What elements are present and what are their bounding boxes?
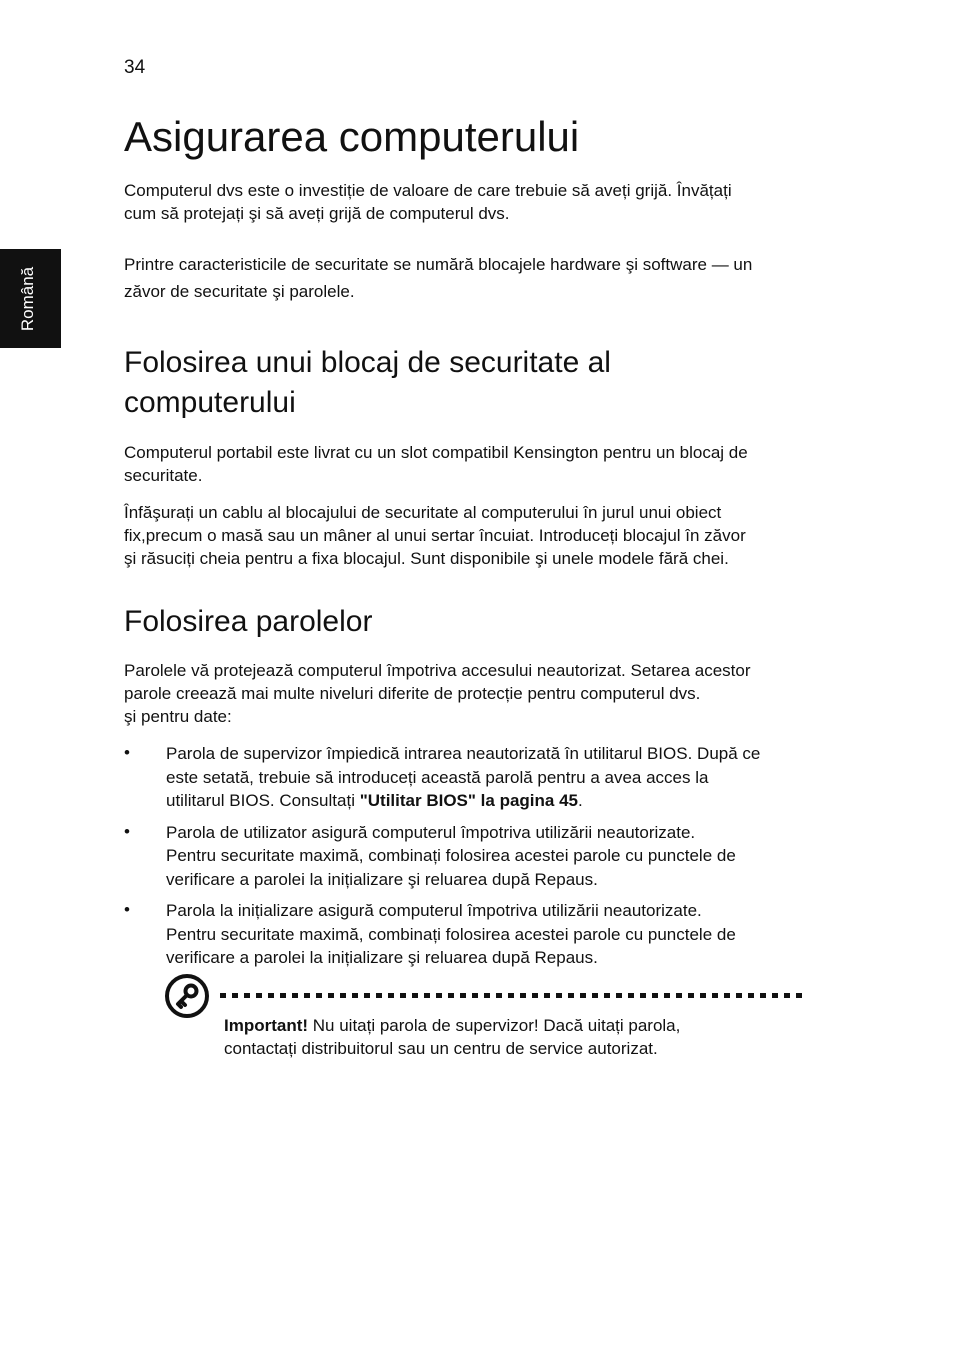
passwords-heading: Folosirea parolelor [124,605,373,638]
important-note-text [224,1014,789,1060]
intro-paragraph-2-line-1: Printre caracteristicile de securitate se numără blocajele hardware şi software — un [124,255,753,274]
list-item-line: Pentru securitate maximă, combinați folosirea acestei parole cu punctele de [166,924,736,944]
list-item-user-password [124,821,814,892]
language-label: Română [18,266,37,332]
key-icon [164,973,210,1019]
list-item-line: Parola de utilizator asigură computerul împotriva utilizării neautorizate. [166,822,696,842]
security-lock-heading [124,343,814,423]
list-item-line: este setată, trebuie să introduceți această parolă pentru a avea acces la [166,767,709,787]
page-title: Asigurarea computerului [124,113,580,160]
important-note [164,973,808,1068]
important-note-line-2: contactați distribuitorul sau un centru de service autorizat. [224,1039,658,1058]
page-content [124,112,814,970]
security-lock-paragraph-2-line-1: Înfăşurați un cablu al blocajului de securitate al computerului în jurul unui obiect [124,503,722,522]
list-item-punctuation: . [578,791,583,810]
intro-paragraph-2-line-2: zăvor de securitate şi parolele. [124,282,355,301]
list-item-line: Parola de supervizor împiedică intrarea neautorizată în utilitarul BIOS. După ce [166,744,761,763]
important-note-line-1: Nu uitați parola de supervizor! Dacă uitați parola, [308,1016,681,1035]
security-lock-paragraph-2-line-3: şi răsuciți cheia pentru a fixa blocajul. Sunt disponibile şi unele modele fără chei. [124,549,729,568]
bullet-icon: • [124,821,130,841]
security-lock-paragraph-2 [124,501,814,570]
important-label: Important! [224,1016,309,1035]
security-lock-paragraph-2-line-2: fix,precum o masă sau un mâner al unui sertar încuiat. Introduceți blocajul în zăvor [124,526,746,545]
list-item-supervisor-password [124,742,814,813]
passwords-intro-line-2: parole creează mai multe niveluri diferite de protecție pentru computerul dvs. [124,684,701,703]
intro-paragraph-1 [124,179,814,225]
list-item-line: utilitarul BIOS. Consultați [166,791,360,810]
security-lock-paragraph-1 [124,441,814,487]
security-lock-paragraph-1-line-2: securitate. [124,466,203,485]
security-lock-paragraph-1-line-1: Computerul portabil este livrat cu un slot compatibil Kensington pentru un blocaj de [124,443,748,462]
list-item-line: verificare a parolei la inițializare şi reluarea după Repaus. [166,869,598,889]
security-lock-heading-line-1: Folosirea unui blocaj de securitate al [124,346,611,379]
list-item-line: Parola la inițializare asigură computerul împotriva utilizării neautorizate. [166,901,702,920]
intro-paragraph-1-line-2: cum să protejați şi să aveți grijă de computerul dvs. [124,204,510,223]
passwords-intro-paragraph [124,659,814,728]
passwords-intro-line-3: şi pentru date: [124,707,232,726]
list-item-line: Pentru securitate maximă, combinați folosirea acestei parole cu punctele de [166,846,736,865]
bullet-icon: • [124,743,130,762]
list-item-line: verificare a parolei la inițializare şi reluarea după Repaus. [166,948,598,967]
intro-paragraph-1-line-1: Computerul dvs este o investiție de valoare de care trebuie să aveți grijă. Învățați [124,181,732,200]
language-side-tab [0,249,61,348]
passwords-intro-line-1: Parolele vă protejează computerul împotriva accesului neautorizat. Setarea acestor [124,661,751,680]
bios-utility-reference: "Utilitar BIOS" la pagina 45 [359,791,578,810]
bullet-icon: • [124,900,130,919]
intro-paragraph-2 [124,251,814,305]
security-lock-heading-line-2: computerului [124,386,296,419]
password-types-list [124,742,814,970]
page-number: 34 [124,57,146,78]
dotted-divider [220,993,805,998]
list-item-boot-password [124,899,814,970]
